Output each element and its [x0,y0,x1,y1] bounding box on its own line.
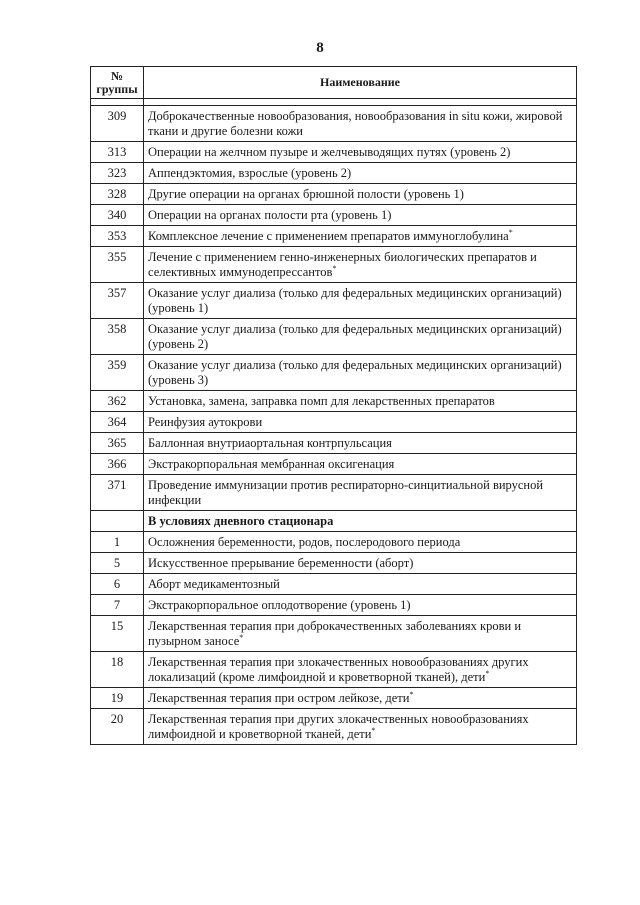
group-number: 340 [91,205,144,226]
group-name: Лекарственная терапия при доброкачественных заболеваниях крови и пузырном заносе [148,619,522,648]
group-number: 366 [91,454,144,475]
group-number: 359 [91,355,144,391]
group-number: 6 [91,574,144,595]
group-name-cell [144,595,577,616]
group-name: Аборт медикаментозный [148,577,280,591]
group-name-cell [144,247,577,283]
spacer-row [91,99,577,106]
group-name: Оказание услуг диализа (только для федеральных медицинских организаций) (уровень 2) [148,322,562,351]
group-name-cell [144,553,577,574]
group-name-cell [144,163,577,184]
group-number: 328 [91,184,144,205]
group-name: Лекарственная терапия при злокачественных новообразованиях других локализаций (кроме лимфоидной и кроветворной тканей), дети [148,655,529,684]
group-name: Оказание услуг диализа (только для федеральных медицинских организаций) (уровень 3) [148,358,562,387]
group-name: Искусственное прерывание беременности (аборт) [148,556,414,570]
footnote-mark: * [332,264,337,273]
table-row [91,355,577,391]
group-name: Лекарственная терапия при других злокачественных новообразованиях лимфоидной и кроветворной тканей, дети [148,712,529,741]
table-row [91,433,577,454]
group-number: 313 [91,142,144,163]
group-name: Экстракорпоральное оплодотворение (уровень 1) [148,598,411,612]
group-name-cell [144,454,577,475]
group-name: Лечение с применением генно-инженерных биологических препаратов и селективных иммунодепрессантов [148,250,537,279]
group-name: Доброкачественные новообразования, новообразования in situ кожи, жировой ткани и другие болезни кожи [148,109,563,138]
group-name: Другие операции на органах брюшной полости (уровень 1) [148,187,464,201]
group-number: 5 [91,553,144,574]
groups-table [90,66,577,745]
group-name: Операции на желчном пузыре и желчевыводящих путях (уровень 2) [148,145,511,159]
table-row [91,595,577,616]
group-number: 309 [91,106,144,142]
column-header-number: № группы [91,67,144,99]
group-name: Экстракорпоральная мембранная оксигенация [148,457,395,471]
group-number: 357 [91,283,144,319]
group-name: Лекарственная терапия при остром лейкозе, дети [148,691,410,705]
group-name-cell [144,652,577,688]
group-number: 358 [91,319,144,355]
group-name-cell [144,433,577,454]
group-name-cell [144,475,577,511]
group-number: 355 [91,247,144,283]
table-row [91,616,577,652]
group-number: 371 [91,475,144,511]
table-row [91,106,577,142]
group-number: 19 [91,688,144,709]
group-name-cell [144,709,577,745]
group-name: Баллонная внутриаортальная контрпульсация [148,436,392,450]
footnote-mark: * [409,690,414,699]
group-name: Осложнения беременности, родов, послеродового периода [148,535,461,549]
table-row [91,688,577,709]
group-number: 362 [91,391,144,412]
table-row [91,142,577,163]
group-name-cell [144,574,577,595]
group-number: 353 [91,226,144,247]
group-name: Комплексное лечение с применением препаратов иммуноглобулина [148,229,509,243]
group-name-cell [144,184,577,205]
group-name: Проведение иммунизации против респираторно-синцитиальной вирусной инфекции [148,478,544,507]
group-name-cell [144,616,577,652]
table-row [91,226,577,247]
group-name-cell [144,283,577,319]
table-row [91,283,577,319]
table-row [91,652,577,688]
group-number: 15 [91,616,144,652]
group-name-cell [144,319,577,355]
group-name-cell [144,226,577,247]
footnote-mark: * [508,228,513,237]
table-row [91,412,577,433]
group-name-cell [144,391,577,412]
table-row [91,553,577,574]
column-header-name: Наименование [144,67,577,99]
table-row [91,247,577,283]
group-number: 7 [91,595,144,616]
section-title: В условиях дневного стационара [144,511,577,532]
table-row [91,391,577,412]
group-number: 323 [91,163,144,184]
group-name-cell [144,142,577,163]
table-row [91,475,577,511]
group-name-cell [144,355,577,391]
table-row [91,163,577,184]
group-number: 364 [91,412,144,433]
section-number-empty [91,511,144,532]
group-number: 1 [91,532,144,553]
footnote-mark: * [485,669,490,678]
table-row [91,184,577,205]
group-number: 20 [91,709,144,745]
group-name-cell [144,106,577,142]
table-row [91,574,577,595]
page-number: 8 [316,40,324,56]
group-name-cell [144,412,577,433]
table-header-row [91,67,577,99]
table-row [91,709,577,745]
group-name: Операции на органах полости рта (уровень 1) [148,208,392,222]
group-name-cell [144,205,577,226]
group-number: 365 [91,433,144,454]
group-name: Реинфузия аутокрови [148,415,263,429]
footnote-mark: * [239,633,244,642]
group-name-cell [144,688,577,709]
table-row [91,454,577,475]
footnote-mark: * [371,726,376,735]
group-name: Установка, замена, заправка помп для лекарственных препаратов [148,394,495,408]
section-header-row [91,511,577,532]
group-name: Аппендэктомия, взрослые (уровень 2) [148,166,352,180]
group-name-cell [144,532,577,553]
table-row [91,205,577,226]
table-row [91,532,577,553]
table-row [91,319,577,355]
group-number: 18 [91,652,144,688]
group-name: Оказание услуг диализа (только для федеральных медицинских организаций) (уровень 1) [148,286,562,315]
